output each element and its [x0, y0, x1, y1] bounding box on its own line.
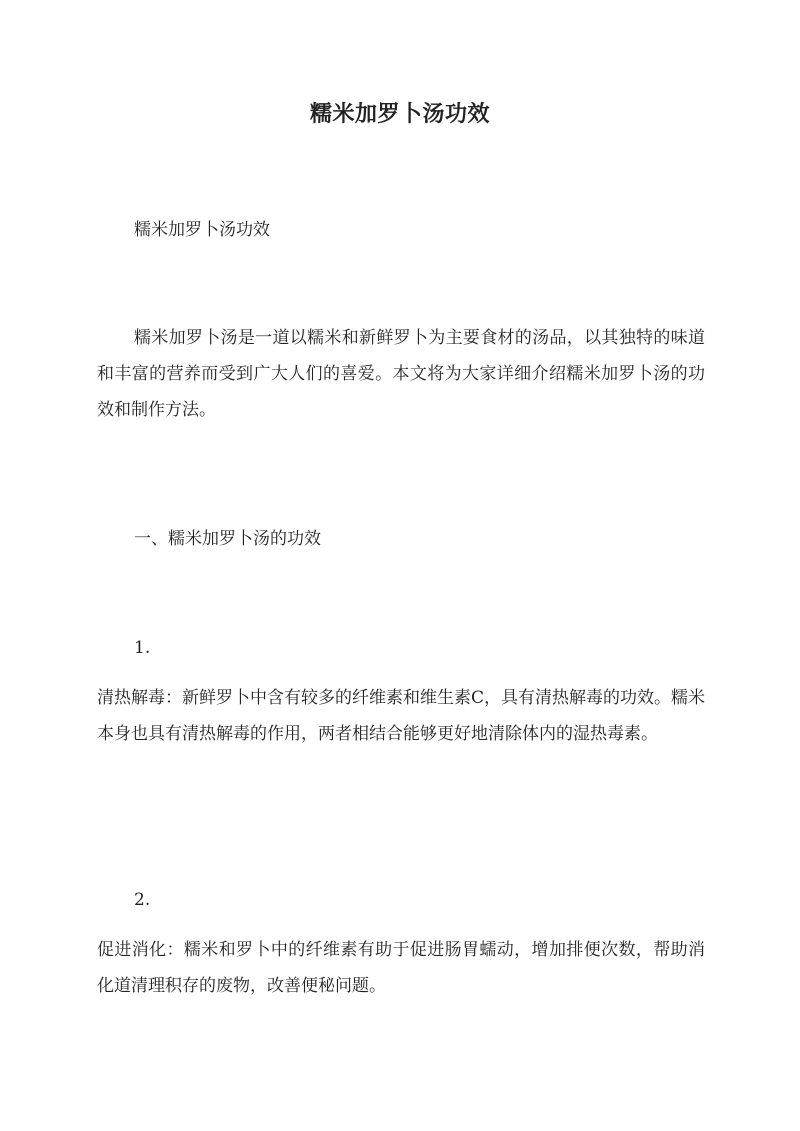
item-1-text: 清热解毒：新鲜罗卜中含有较多的纤维素和维生素C，具有清热解毒的功效。糯米本身也具有清热解毒的作用，两者相结合能够更好地清除体内的湿热毒素。: [97, 688, 706, 744]
intro-paragraph: 糯米加罗卜汤是一道以糯米和新鲜罗卜为主要食材的汤品，以其独特的味道和丰富的营养而受到广大人们的喜爱。本文将为大家详细介绍糯米加罗卜汤的功效和制作方法。: [97, 328, 705, 420]
item-2-number: 2.: [134, 890, 151, 910]
item-2-text: 促进消化：糯米和罗卜中的纤维素有助于促进肠胃蠕动，增加排便次数，帮助消化道清理积存的废物，改善便秘问题。: [97, 940, 705, 996]
section-heading: 一、糯米加罗卜汤的功效: [134, 529, 321, 549]
subtitle-paragraph: 糯米加罗卜汤功效: [134, 220, 270, 240]
document-title: 糯米加罗卜汤功效: [309, 101, 490, 127]
item-1-number: 1.: [134, 638, 151, 658]
